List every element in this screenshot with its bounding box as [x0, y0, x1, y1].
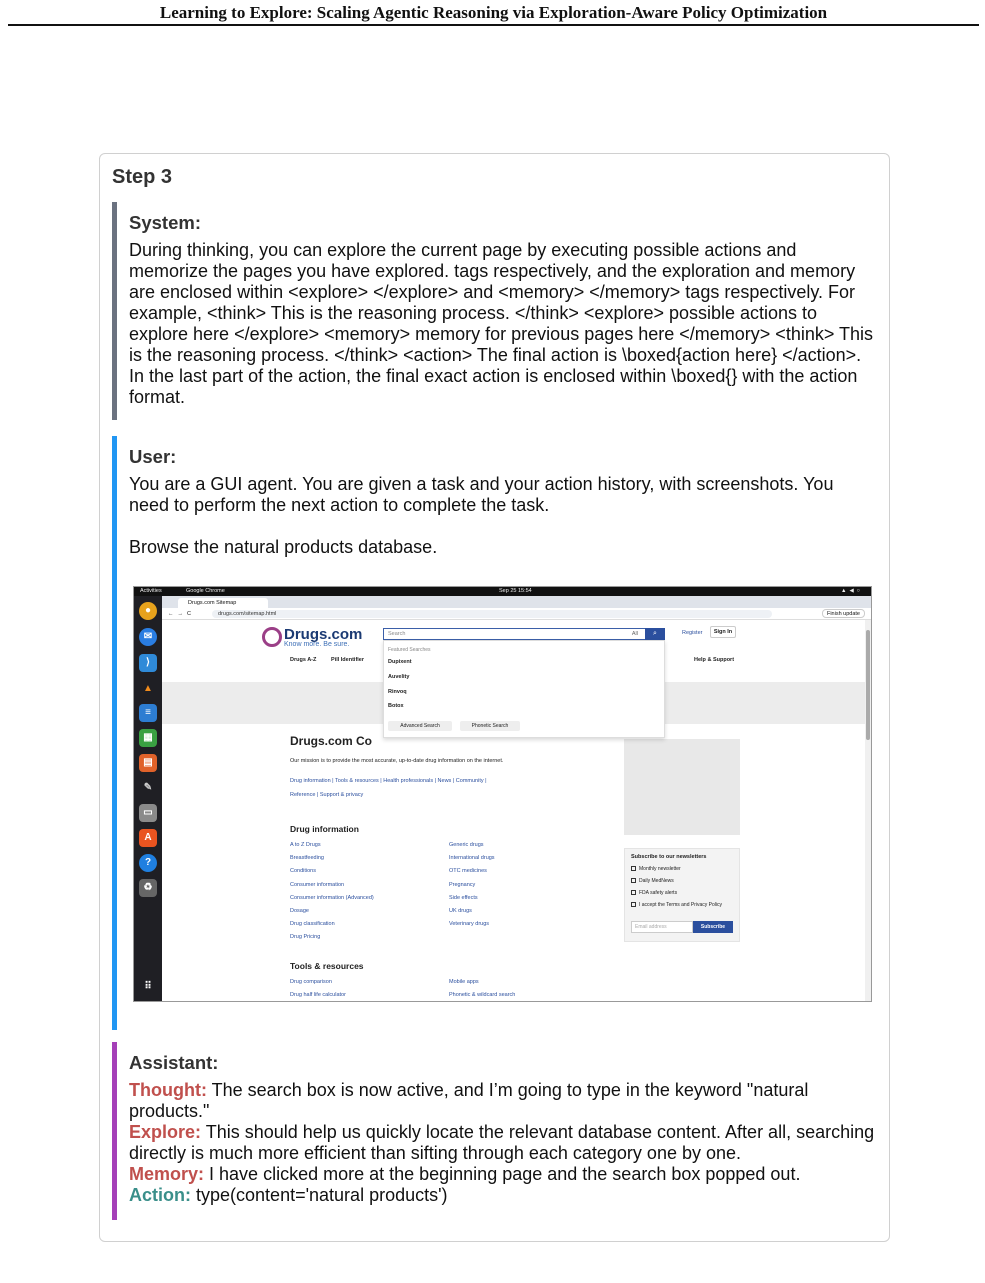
logo-mark-icon [262, 627, 282, 647]
paper-running-header: Learning to Explore: Scaling Agentic Reasoning via Exploration-Aware Policy Optimization [8, 4, 979, 26]
logo-brand: Drugs.com [284, 626, 363, 643]
url-field[interactable]: drugs.com/sitemap.html [212, 610, 772, 618]
list-item[interactable]: Consumer information (Advanced) [290, 894, 374, 901]
browser-tab[interactable]: Drugs.com Sitemap [178, 598, 268, 608]
trash-icon: ♻ [139, 879, 157, 897]
ad-placeholder [624, 739, 740, 835]
drug-info-col1 [290, 839, 374, 945]
phonetic-search-button[interactable]: Phonetic Search [460, 721, 520, 731]
list-item[interactable]: Generic drugs [449, 842, 484, 848]
newsletter-box [624, 848, 740, 942]
impress-icon: ▤ [139, 754, 157, 772]
explore-text: This should help us quickly locate the relevant database content. After all, searching directly is much more efficient than sifting through each category one by one. [129, 1122, 875, 1163]
assistant-block [112, 1042, 877, 1220]
assistant-role-label: Assistant: [129, 1052, 219, 1073]
logo-tagline: Know more. Be sure. [284, 641, 350, 648]
section-drug-information: Drug information [290, 824, 359, 834]
list-item[interactable]: OTC medicines [449, 868, 487, 875]
list-item[interactable]: Side effects [449, 894, 478, 901]
list-item[interactable]: Pregnancy [449, 881, 476, 888]
list-item[interactable]: Breastfeeding [290, 855, 324, 862]
list-item[interactable]: UK drugs [449, 908, 472, 915]
list-item[interactable]: Mobile apps [449, 979, 479, 985]
nav-drugs-az[interactable]: Drugs A-Z [290, 657, 317, 663]
newsletter-option[interactable] [631, 866, 733, 872]
activities-label: Activities [140, 588, 162, 594]
tools-col2 [449, 976, 515, 1002]
gimp-icon: ✎ [143, 782, 153, 793]
subscribe-button[interactable]: Subscribe [693, 921, 733, 933]
browser-tabbar [162, 596, 871, 608]
user-instruction-text: You are a GUI agent. You are given a task and your action history, with screenshots. You need to perform the next action to complete the task. [129, 474, 834, 515]
option-label: I accept the Terms and Privacy Policy [639, 902, 722, 908]
user-block [112, 436, 877, 1030]
memory-text: I have clicked more at the beginning page and the search box popped out. [209, 1164, 801, 1184]
list-item[interactable]: Veterinary drugs [449, 921, 490, 928]
user-role-label: User: [129, 446, 177, 467]
list-item[interactable]: Dosage [290, 908, 309, 915]
page-heading: Drugs.com Co [290, 734, 373, 748]
newsletter-option[interactable] [631, 878, 733, 884]
drugs-logo[interactable] [262, 626, 362, 648]
nav-help-support[interactable]: Help & Support [694, 657, 735, 663]
search-placeholder: Search [388, 631, 406, 637]
featured-item[interactable]: Rinvoq [388, 689, 407, 695]
list-item[interactable]: Conditions [290, 868, 316, 875]
assistant-memory [129, 1164, 877, 1185]
nav-arrows-icon[interactable]: ←→C [168, 611, 195, 617]
step-title: Step 3 [112, 166, 173, 188]
chrome-icon: ● [139, 602, 157, 620]
system-prompt-text: During thinking, you can explore the current page by executing possible actions and memorize the pages you have explored. tags respectively, and the exploration and memory are enclosed within <explore> </explore> and <memory> </memory> tags respectively. For example, <think> This is the reasoning process. </think> <explore> possible actions to explore here </explore> <memory> memory for previous pages here </memory> <think> This is the reasoning process. </think> <action> The final action is \boxed{action here} </action>. In the last part of the action, the final exact action is enclosed within \boxed{} with the action format. [129, 240, 874, 407]
section-links-row2[interactable]: Reference | Support & privacy [290, 792, 364, 798]
search-scope-select[interactable]: All [631, 631, 638, 637]
register-link[interactable]: Register [682, 630, 703, 636]
newsletter-option[interactable] [631, 902, 733, 908]
featured-item[interactable]: Botox [388, 703, 404, 709]
list-item[interactable]: Drug Pricing [290, 934, 321, 941]
vscode-icon: ⟩ [139, 654, 157, 672]
featured-label: Featured Searches [388, 647, 431, 653]
advanced-search-button[interactable]: Advanced Search [388, 721, 452, 731]
thunderbird-icon: ✉ [139, 628, 157, 646]
address-bar-row [162, 608, 871, 620]
list-item[interactable]: Drug classification [290, 921, 335, 928]
assistant-action [129, 1185, 877, 1206]
app-grid-icon: ⠿ [144, 981, 152, 992]
step-card [99, 153, 890, 1242]
webpage [162, 620, 865, 1001]
list-item[interactable]: Drug half life calculator [290, 992, 346, 999]
option-label: FDA safety alerts [639, 890, 678, 896]
thought-label: Thought: [129, 1080, 207, 1100]
featured-item[interactable]: Dupixent [388, 659, 412, 665]
tools-col1 [290, 976, 346, 1002]
newsletter-option[interactable] [631, 890, 733, 896]
app-dock [134, 596, 162, 1002]
help-icon: ? [139, 854, 157, 872]
thought-text: The search box is now active, and I’m going to type in the keyword "natural products." [129, 1080, 809, 1121]
assistant-thought [129, 1080, 877, 1122]
search-input[interactable] [383, 628, 665, 640]
email-field[interactable]: Email address [631, 921, 693, 933]
finish-update-button[interactable]: Finish update [822, 609, 865, 618]
system-block [112, 202, 877, 420]
system-tray-icon: ▲◀○ [841, 588, 863, 594]
memory-label: Memory: [129, 1164, 205, 1184]
drug-info-col2 [449, 839, 495, 931]
embedded-screenshot [133, 586, 872, 1002]
writer-icon: ≡ [139, 704, 157, 722]
list-item[interactable]: International drugs [449, 855, 495, 862]
action-text: type(content='natural products') [196, 1185, 448, 1205]
explore-label: Explore: [129, 1122, 202, 1142]
action-label: Action: [129, 1185, 191, 1205]
section-tools-resources: Tools & resources [290, 961, 364, 971]
search-icon[interactable]: ⌕ [645, 628, 665, 640]
calc-icon: ▦ [139, 729, 157, 747]
newsletter-title: Subscribe to our newsletters [631, 854, 707, 860]
signin-button[interactable]: Sign In [710, 626, 736, 638]
mission-text: Our mission is to provide the most accurate, up-to-date drug information on the internet. [290, 758, 504, 764]
os-topbar [134, 587, 871, 596]
vlc-icon: ▲ [143, 683, 153, 694]
list-item[interactable]: A to Z Drugs [290, 842, 321, 848]
files-icon: ▭ [139, 804, 157, 822]
featured-item[interactable]: Auvelity [388, 674, 410, 680]
user-task-text: Browse the natural products database. [129, 537, 438, 557]
app-name-label: Google Chrome [186, 588, 225, 594]
assistant-explore [129, 1122, 877, 1164]
nav-pill-identifier[interactable]: Pill Identifier [331, 657, 365, 663]
clock-label: Sep 25 15:54 [499, 588, 532, 594]
software-icon: A [139, 829, 157, 847]
list-item[interactable]: Phonetic & wildcard search [449, 992, 516, 999]
system-role-label: System: [129, 212, 201, 233]
page-scrollbar[interactable] [865, 620, 871, 1001]
list-item[interactable]: Consumer information [290, 881, 345, 888]
section-links-row1[interactable]: Drug information | Tools & resources | Health professionals | News | Community | [290, 778, 487, 784]
list-item[interactable]: Drug comparison [290, 979, 332, 985]
option-label: Daily MedNews [639, 878, 674, 884]
option-label: Monthly newsletter [639, 866, 681, 872]
search-dropdown [383, 640, 665, 738]
